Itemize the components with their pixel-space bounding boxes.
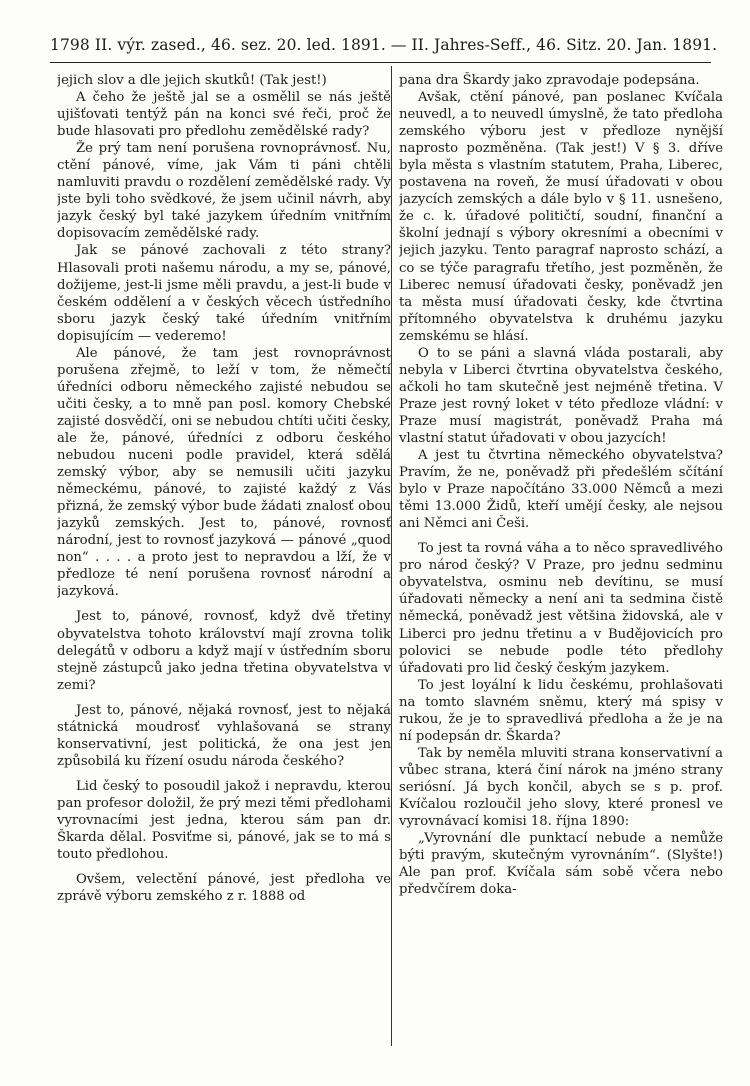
paragraph: A čeho že ještě jal se a osmělil se nás ještě ujišťovati tentýž pán na konci své řeči, proč že bude hlasovati pro předlohu zemědělské rady? (57, 90, 391, 140)
paragraph: Jest to, pánové, rovnosť, když dvě třetiny obyvatelstva tohoto království mají zrovna tolik delegátů v odboru a když mají v ústředním sboru stejně zástupců jako jedna třetina obyvatelstva v zemi? (57, 609, 391, 693)
right-column (399, 72, 723, 1052)
paragraph: Že prý tam není porušena rovnoprávnosť. Nu, ctění pánové, víme, jak Vám ti páni chtěli namluviti pravdu o rozdělení zemědělské rady. Vy jste byli toho svědkové, že jsem učinil návrh, aby jazyk český byl také jazykem úředním vnitřním dopisovacím zemědělské rady. (57, 141, 391, 242)
paragraph: „Vyrovnání dle punktací nebude a nemůže býti pravým, skutečným vyrovnáním“. (Slyšte!) Ale pan prof. Kvíčala sám sobě včera nebo předvčírem doka- (399, 831, 723, 898)
paragraph: Jak se pánové zachovali z této strany? Hlasovali proti našemu národu, a my se, pánové, dožijeme, jest-li jsme měli pravdu, a jest-li bude v českém oddělení a v českých věcech ústředního sboru jazyk český také úředním vnitřním dopisujícím — vederemo! (57, 243, 391, 344)
paragraph: Ovšem, velectění pánové, jest předloha ve zprávě výboru zemského z r. 1888 od (57, 872, 391, 905)
paragraph: pana dra Škardy jako zpravodaje podepsána. (399, 73, 700, 88)
paragraph: A jest tu čtvrtina německého obyvatelstva? Pravím, že ne, poněvadž při předešlém sčítání bylo v Praze napočítáno 33.000 Němců a mezi těmi 13.000 Židů, kteří umějí česky, ale nejsou ani Němci ani Češi. (399, 448, 723, 532)
paragraph: Lid český to posoudil jakož i nepravdu, kterou pan profesor doložil, že prý mezi těmi předlohami vyrovnacími jest jedna, kterou sám pan dr. Škarda dělal. Posviťme si, pánové, jak se to má s touto předlohou. (57, 778, 391, 863)
page-header: 1798 II. výr. zased., 46. sez. 20. led. 1891. — II. Jahres-Seff., 46. Sitz. 20. Jan. 1891. (50, 36, 718, 54)
paragraph: To jest ta rovná váha a to něco spravedlivého pro národ český? V Praze, pro jednu sedminu obyvatelstva, osminu neb devítinu, se musí úřadovati německy a není ani ta sedmina čistě německá, poněvadž jest většina židovská, ale v Liberci pro jednu třetinu a v Budějovicích pro polovici se nebude podle této předlohy úřadovati pro lid český českým jazykem. (399, 541, 723, 676)
paragraph: To jest loyální k lidu českému, prohlašovati na tomto slavném sněmu, který má spisy v rukou, že je to spravedlivá předloha a že je na ní podepsán dr. Škarda? (399, 677, 723, 744)
paragraph: jejich slov a dle jejich skutků! (Tak jest!) (57, 73, 327, 88)
paragraph: Jest to, pánové, nějaká rovnosť, jest to nějaká státnická moudrosť vyhlašovaná se strany konservativní, jest politická, že ona jest jen způsobilá ku řízení osudu národa českého? (57, 702, 391, 769)
paragraph: Avšak, ctění pánové, pan poslanec Kvíčala neuvedl, a to neuvedl úmyslně, že tato předloha zemského výboru jest v předloze nynější naprosto pozměněna. (Tak jest!) V § 3. dříve byla města s vlastním statutem, Praha, Liberec, postavena na roveň, že musí úřadovati v obou jazycích zemských a dále bylo v § 11. usnešeno, že c. k. úřadové političtí, soudní, finanční a školní jednají s výbory okresními a obecními v jejich jazyku. Tento paragraf naprosto schází, a co se týče paragrafu třetího, jest pozměněn, že Liberec nemusí úřadovati česky, poněvadž jen ta města musí úřadovati česky, kde čtvrtina přítomného obyvatelstva k druhému jazyku zemskému se hlásí. (399, 90, 723, 344)
left-column (57, 72, 391, 1052)
header-rule (50, 62, 711, 63)
paragraph: Tak by neměla mluviti strana konservativní a vůbec strana, která činí nárok na jméno strany seriósní. Já bych končil, abych se s p. prof. Kvíčalou rozloučil jeho slovy, které pronesl ve vyrovnávací komisi 18. října 1890: (399, 745, 723, 830)
column-divider (391, 66, 392, 1046)
paragraph: Ale pánové, že tam jest rovnoprávnost porušena zřejmě, to leží v tom, že němečtí úředníci odboru německého zajisté nebudou se učiti česky, a to mně pan posl. komory Chebské zajisté dosvědčí, oni se nebudou chtíti učiti česky, ale že, pánové, úředníci z odboru českého nebudou nuceni podle pravidel, která sdělá zemský výbor, aby se nemusili učiti jazyku německému, pánové, to zajisté každý z Vás přizná, že zemský výbor bude žádati znalosť obou jazyků zemských. Jest to, pánové, rovnosť národní, jest to rovnosť jazyková — pánové „quod non“ . . . . a proto jest to nepravdou a lží, že v předloze té není porušena rovnosť národní a jazyková. (57, 345, 391, 600)
paragraph: O to se páni a slavná vláda postarali, aby nebyla v Liberci čtvrtina obyvatelstva českého, ačkoli ho tam skutečně jest nejméně třetina. V Praze jest rovný loket v této předloze vládní: v Praze musí magistrát, poněvadž Praha má vlastní statut úřadovati v obou jazycích! (399, 345, 723, 446)
